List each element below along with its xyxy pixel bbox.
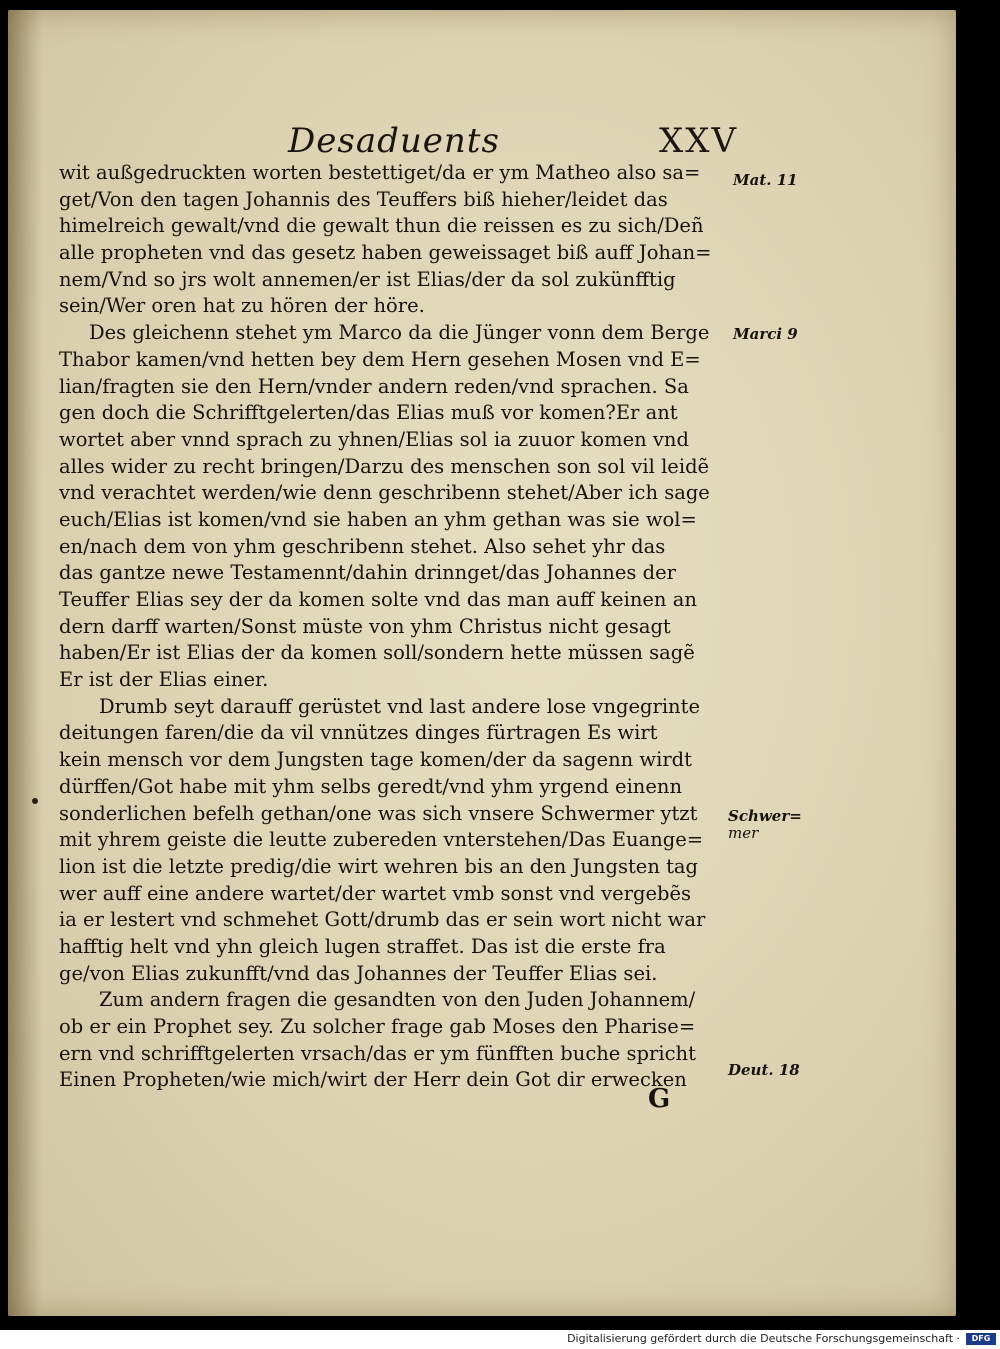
text-line: Teuffer Elias sey der da komen solte vnd das man auff keinen an [59,588,697,611]
margin-note-deut: Deut. 18 [728,1061,800,1079]
text-line: hafftig helt vnd yhn gleich lugen straffet. Das ist die erste fra [59,934,666,958]
margin-note-mat: Mat. 11 [733,171,798,189]
ink-spot [32,798,38,804]
folio-number: XXV [659,121,738,161]
text-line: wer auff eine andere wartet/der wartet vmb sonst vnd vergebẽs [59,881,692,905]
dfg-logo-icon: DFG [966,1333,996,1345]
text-line: himelreich gewalt/vnd die gewalt thun die reissen es zu sich/Deñ [59,214,704,238]
text-line: euch/Elias ist komen/vnd sie haben an yhm gethan was sie wol= [59,507,697,531]
text-line: ob er ein Prophet sey. Zu solcher frage gab Moses den Pharise= [59,1015,696,1038]
text-line: sein/Wer oren hat zu hören der höre. [59,294,425,318]
text-line: alle propheten vnd das gesetz haben geweissaget biß auff Johan= [59,241,712,265]
text-line: ia er lestert vnd schmehet Gott/drumb das er sein wort nicht war [59,908,706,932]
text-line: gen doch die Schrifftgelerten/das Elias muß vor komen?Er ant [59,401,678,425]
text-line: Einen Propheten/wie mich/wirt der Herr dein Got dir erwecken [59,1068,687,1092]
text-line: dern darff warten/Sonst müste von yhm Christus nicht gesagt [59,614,671,638]
text-line: haben/Er ist Elias der da komen soll/sondern hette müssen sagẽ [59,641,695,665]
text-line: nem/Vnd so jrs wolt annemen/er ist Elias/der da sol zukünfftig [59,267,676,291]
margin-note-mer: mer [728,824,759,842]
text-line: Zum andern fragen die gesandten von den Juden Johannem/ [99,988,696,1012]
text-line: Er ist der Elias einer. [59,668,269,692]
running-title: Desaduents [288,121,500,161]
text-line: en/nach dem von yhm geschribenn stehet. Also sehet yhr das [59,534,666,558]
funding-credit: Digitalisierung gefördert durch die Deutsche Forschungsgemeinschaft · [567,1332,960,1345]
text-line: Drumb seyt darauff gerüstet vnd last andere lose vngegrinte [99,694,700,718]
text-line: ge/von Elias zukunfft/vnd das Johannes der Teuffer Elias sei. [59,961,658,985]
text-line: mit yhrem geiste die leutte zubereden vnterstehen/Das Euange= [59,828,704,852]
body-text [59,160,739,1094]
text-line: ern vnd schrifftgelerten vrsach/das er ym fünfften buche spricht [59,1041,696,1065]
text-line: kein mensch vor dem Jungsten tage komen/der da sagenn wirdt [59,748,692,772]
text-line: wortet aber vnnd sprach zu yhnen/Elias sol ia zuuor komen vnd [59,427,689,451]
text-line: das gantze newe Testamennt/dahin drinnget/das Johannes der [59,561,676,585]
text-line: Des gleichenn stehet ym Marco da die Jünger vonn dem Berge [89,321,710,345]
text-line: Thabor kamen/vnd hetten bey dem Hern gesehen Mosen vnd E= [59,347,701,371]
footer-bar [0,1330,1000,1349]
margin-note-schwer: Schwer= [728,807,802,825]
text-line: vnd verachtet werden/wie denn geschribenn stehet/Aber ich sage [59,481,710,505]
text-line: get/Von den tagen Johannis des Teuffers biß hieher/leidet das [59,187,668,211]
text-line: alles wider zu recht bringen/Darzu des menschen son sol vil leidẽ [59,454,710,478]
text-line: lian/fragten sie den Hern/vnder andern reden/vnd sprachen. Sa [59,374,689,398]
margin-note-marci: Marci 9 [733,325,798,343]
text-line: dürffen/Got habe mit yhm selbs geredt/vnd yhm yrgend einenn [59,774,683,798]
text-line: lion ist die letzte predig/die wirt wehren bis an den Jungsten tag [59,854,699,878]
book-page [8,10,956,1316]
text-line: wit außgedruckten worten bestettiget/da er ym Matheo also sa= [59,161,701,184]
signature-mark: G [648,1084,671,1114]
text-line: deitungen faren/die da vil vnnützes dinges fürtragen Es wirt [59,721,658,745]
text-line: sonderlichen befelh gethan/one was sich vnsere Schwermer ytzt [59,801,698,825]
